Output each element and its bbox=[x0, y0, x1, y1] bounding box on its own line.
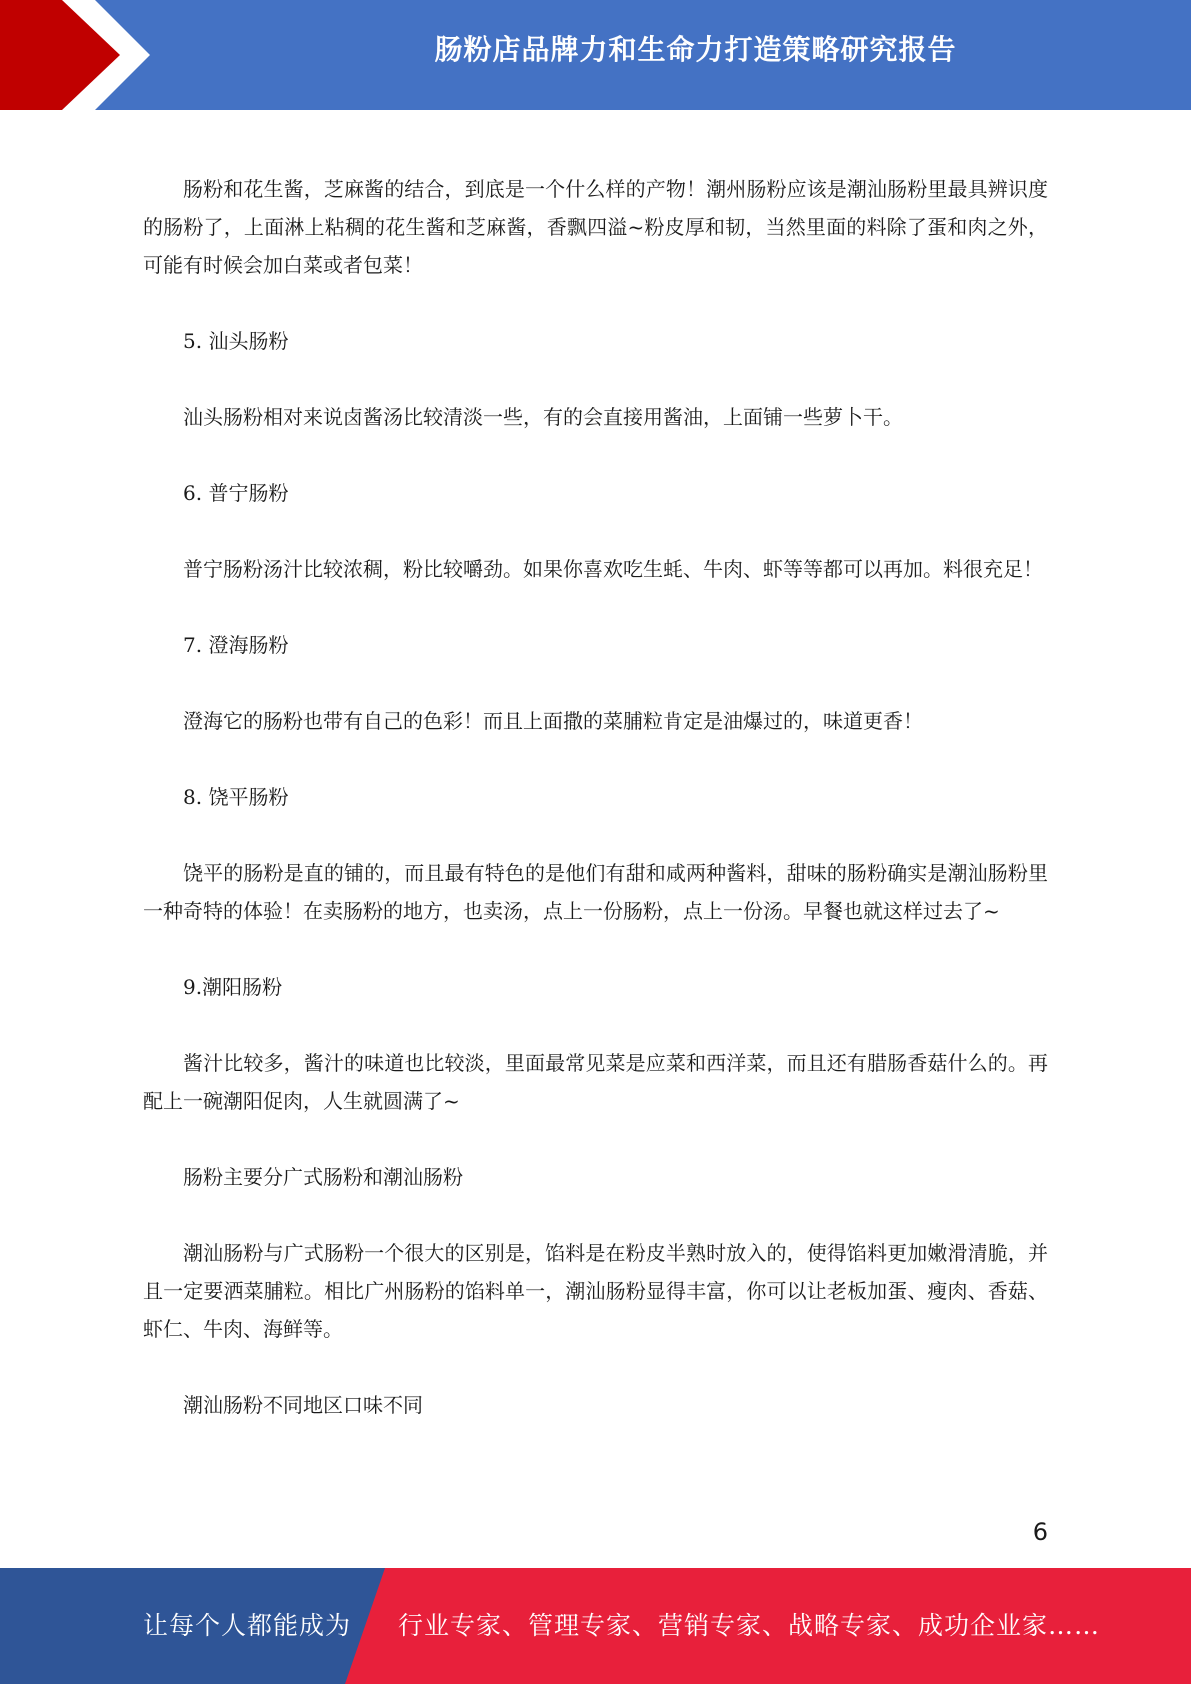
paragraph: 澄海它的肠粉也带有自己的色彩！而且上面撒的菜脯粒肯定是油爆过的，味道更香！ bbox=[183, 709, 923, 733]
paragraph: 潮汕肠粉与广式肠粉一个很大的区别是，馅料是在粉皮半熟时放入的，使得馅料更加嫩滑清脆，并且一定要洒菜脯粒。相比广州肠粉的馅料单一，潮汕肠粉显得丰富，你可以让老板加蛋、瘦肉、香菇、虾仁、牛肉、海鲜等。 bbox=[143, 1241, 1048, 1341]
footer-slogan-right: 行业专家、管理专家、营销专家、战略专家、成功企业家…… bbox=[398, 1611, 1101, 1640]
paragraph: 肠粉和花生酱，芝麻酱的结合，到底是一个什么样的产物！潮州肠粉应该是潮汕肠粉里最具辨识度的肠粉了，上面淋上粘稠的花生酱和芝麻酱，香飘四溢~粉皮厚和韧，当然里面的料除了蛋和肉之外，可能有时候会加白菜或者包菜！ bbox=[143, 177, 1048, 277]
document-title: 肠粉店品牌力和生命力打造策略研究报告 bbox=[434, 33, 957, 66]
page-header bbox=[0, 0, 1191, 110]
section-heading: 6. 普宁肠粉 bbox=[183, 481, 289, 505]
section-heading: 7. 澄海肠粉 bbox=[183, 633, 289, 657]
page-footer bbox=[0, 1568, 1191, 1684]
paragraph: 普宁肠粉汤汁比较浓稠，粉比较嚼劲。如果你喜欢吃生蚝、牛肉、虾等等都可以再加。料很充足！ bbox=[183, 557, 1043, 581]
page-number: 6 bbox=[1032, 1518, 1048, 1546]
section-heading: 潮汕肠粉不同地区口味不同 bbox=[183, 1393, 423, 1417]
document-body bbox=[143, 170, 1048, 1424]
section-heading: 9.潮阳肠粉 bbox=[183, 975, 283, 999]
header-chevron-decoration bbox=[0, 0, 200, 110]
footer-slogan-left: 让每个人都能成为 bbox=[143, 1611, 352, 1640]
paragraph: 汕头肠粉相对来说卤酱汤比较清淡一些，有的会直接用酱油，上面铺一些萝卜干。 bbox=[183, 405, 903, 429]
paragraph: 饶平的肠粉是直的铺的，而且最有特色的是他们有甜和咸两种酱料，甜味的肠粉确实是潮汕肠粉里一种奇特的体验！在卖肠粉的地方，也卖汤，点上一份肠粉，点上一份汤。早餐也就这样过去了~ bbox=[143, 861, 1048, 923]
section-heading: 肠粉主要分广式肠粉和潮汕肠粉 bbox=[183, 1165, 463, 1189]
paragraph: 酱汁比较多，酱汁的味道也比较淡，里面最常见菜是应菜和西洋菜，而且还有腊肠香菇什么的。再配上一碗潮阳促肉，人生就圆满了~ bbox=[143, 1051, 1048, 1113]
section-heading: 8. 饶平肠粉 bbox=[183, 785, 289, 809]
section-heading: 5. 汕头肠粉 bbox=[183, 329, 289, 353]
